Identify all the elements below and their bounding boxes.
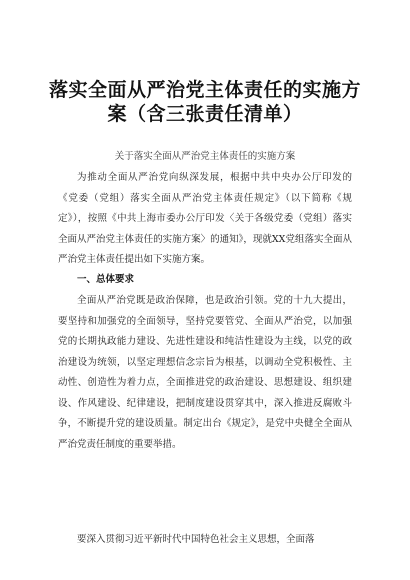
intro-paragraph: 为推动全面从严治党向纵深发展，根据中共中央办公厅印发的《党委（党组）落实全面从严治党主体责任规定》（以下简称《规定》），按照《中共上海市委办公厅印发〈关于各级党委（党组）落实全面从严治党主体责任的实施方案〉的通知》，现就XX党组落实全面从严治党主体责任提出如下实施方案。 — [58, 172, 352, 265]
continuation-paragraph: 要深入贯彻习近平新时代中国特色社会主义思想，全面落 — [77, 534, 315, 545]
section-heading: 一、总体要求 — [77, 274, 135, 285]
document-subtitle: 关于落实全面从严治党主体责任的实施方案 — [114, 151, 296, 162]
document-title: 落实全面从严治党主体责任的实施方案（含三张责任清单） — [48, 79, 361, 125]
section-body-paragraph: 全面从严治党既是政治保障，也是政治引领。党的十九大提出，要坚持和加强党的全面领导，坚持党要管党、全面从严治党，以加强党的长期执政能力建设、先进性建设和纯洁性建设为主线，以党的政治建设为统领，以坚定理想信念宗旨为根基，以调动全党积极性、主动性、创造性为着力点，全面推进党的政治建设、思想建设、组织建设、作风建设、纪律建设，把制度建设贯穿其中，深入推进反腐败斗争，不断提升党的建设质量。制定出台《规定》，是党中央健全全面从严治党责任制度的重要举措。 — [58, 295, 352, 450]
